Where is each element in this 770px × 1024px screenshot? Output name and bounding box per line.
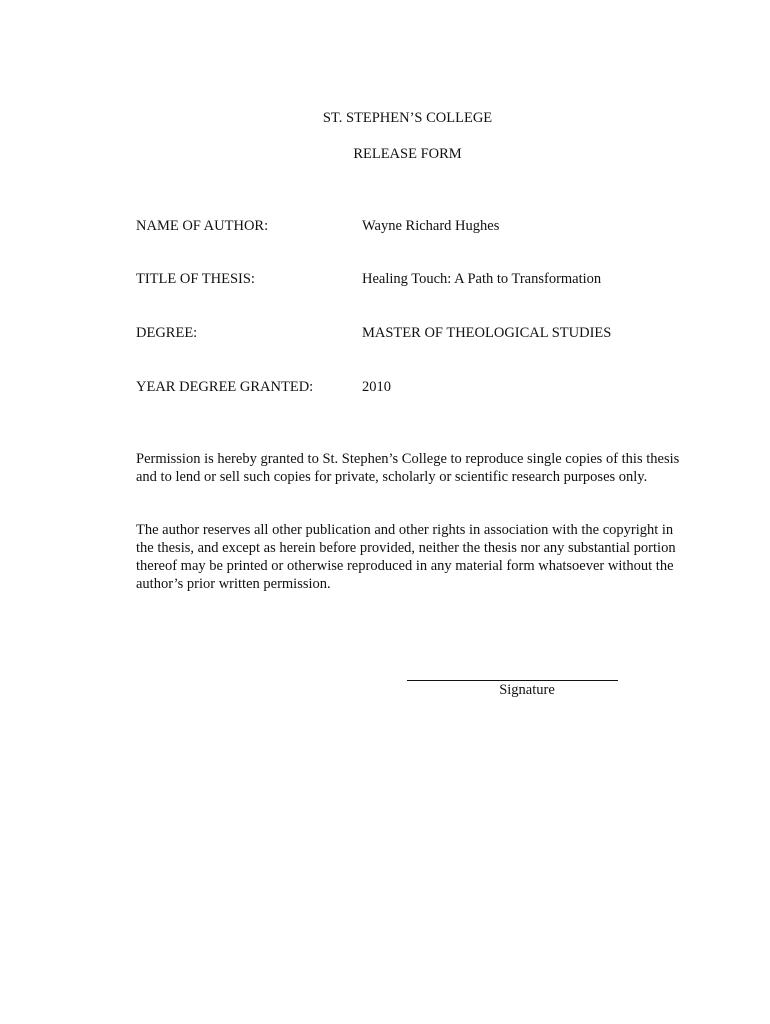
rights-paragraph: The author reserves all other publication and other rights in association with the copyright in the thesis, and except as herein before provided, neither the thesis nor any substantial portion thereof may be printed or otherwise reproduced in any material form whatsoever without the author’s prior written permission. [136,522,676,592]
permission-paragraph: Permission is hereby granted to St. Stephen’s College to reproduce single copies of this thesis and to lend or sell such copies for private, scholarly or scientific research purposes only. [136,451,680,485]
degree-value: MASTER OF THEOLOGICAL STUDIES [362,325,612,341]
signature-label: Signature [499,682,555,698]
form-title: RELEASE FORM [353,146,462,162]
thesis-title-label: TITLE OF THESIS: [136,271,255,287]
institution-name: ST. STEPHEN’S COLLEGE [322,110,493,126]
author-name-value: Wayne Richard Hughes [362,218,500,234]
year-granted-value: 2010 [362,379,391,395]
author-name-label: NAME OF AUTHOR: [136,218,269,234]
degree-label: DEGREE: [136,325,198,341]
year-granted-label: YEAR DEGREE GRANTED: [136,379,314,395]
thesis-title-value: Healing Touch: A Path to Transformation [362,271,602,287]
signature-line [407,680,618,681]
